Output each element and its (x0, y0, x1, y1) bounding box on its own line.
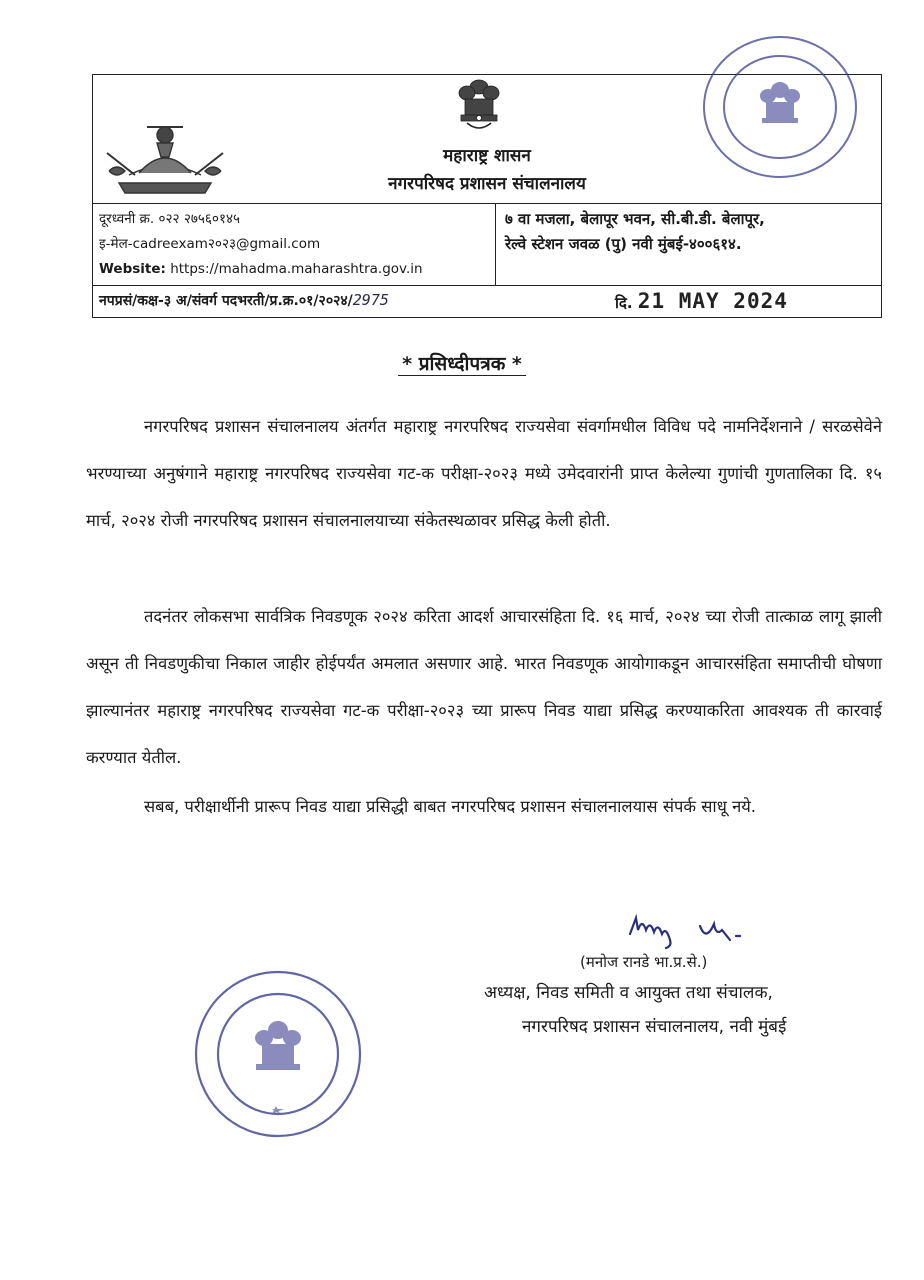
department-name: नगरपरिषद प्रशासन संचालनालय (388, 174, 586, 194)
reference-handwritten-number: 2975 (352, 291, 389, 309)
reference-row (93, 285, 881, 317)
contact-address-row (93, 203, 881, 286)
website-label: Website: (99, 261, 166, 277)
email-address: इ-मेल-cadreexam२०२३@gmail.com (99, 236, 321, 252)
reference-number (99, 291, 389, 310)
notice-title-text: * प्रसिध्दीपत्रक * (398, 353, 526, 376)
office-seal-bottom-icon (192, 968, 364, 1140)
notice-title (0, 350, 924, 376)
signatory-designation-2: नगरपरिषद प्रशासन संचालनालय, नवी मुंबई (522, 1017, 787, 1037)
contact-details (99, 207, 423, 282)
divider (495, 203, 496, 285)
address-line-2: रेल्वे स्टेशन जवळ (पु) नवी मुंबई-४००६१४. (505, 235, 742, 253)
signatory-name: (मनोज रानडे भा.प्र.से.) (580, 953, 708, 971)
phone-number: दूरध्वनी क्र. ०२२ २७५६०१४५ (99, 211, 241, 227)
notice-paragraph-1: नगरपरिषद प्रशासन संचालनालय अंतर्गत महाराष्ट्र नगरपरिषद राज्यसेवा संवर्गामधील विविध पदे नामनिर्देशनाने / सरळसेवेने भरण्याच्या अनुषंगाने महाराष्ट्र नगरपरिषद राज्यसेवा गट-क परीक्षा-२०२३ मध्ये उमेदवारांनी प्राप्त केलेल्या गुणांची गुणतालिका दि. १५ मार्च, २०२४ रोजी नगरपरिषद प्रशासन संचालनालयाच्या संकेतस्थळावर प्रसिद्ध केली होती. (86, 417, 882, 530)
address-line-1: ७ वा मजला, बेलापूर भवन, सी.बी.डी. बेलापूर, (505, 210, 765, 228)
website-url[interactable]: https://mahadma.maharashtra.gov.in (170, 261, 423, 277)
office-seal-top-icon (700, 32, 860, 182)
date-label: दि. (615, 294, 633, 312)
ashoka-emblem-icon (449, 77, 509, 135)
website (99, 257, 423, 282)
signature-icon (626, 906, 766, 952)
office-address (505, 207, 765, 257)
reference-prefix: नपप्रसं/कक्ष-३ अ/संवर्ग पदभरती/प्र.क्र.०१/२०२४/ (99, 293, 353, 309)
signatory-designation-1: अध्यक्ष, निवड समिती व आयुक्त तथा संचालक, (484, 983, 773, 1003)
notice-paragraph-2: तदनंतर लोकसभा सार्वत्रिक निवडणूक २०२४ करिता आदर्श आचारसंहिता दि. १६ मार्च, २०२४ च्या रोजी तात्काळ लागू झाली असून ती निवडणुकीचा निकाल जाहीर होईपर्यंत अमलात असणार आहे. भारत निवडणूक आयोगाकडून आचारसंहिता समाप्तीची घोषणा झाल्यानंतर महाराष्ट्र नगरपरिषद राज्यसेवा गट-क परीक्षा-२०२३ च्या प्रारूप निवड याद्या प्रसिद्ध करण्याकरिता आवश्यक ती कारवाई करण्यात येतील. (86, 607, 882, 767)
government-name: महाराष्ट्र शासन (443, 146, 531, 166)
notice-paragraph-3: सबब, परीक्षार्थीनी प्रारूप निवड याद्या प्रसिद्धी बाबत नगरपरिषद प्रशासन संचालनालयास संपर्क साधू नये. (144, 797, 757, 816)
date-stamp: 21 MAY 2024 (637, 289, 788, 313)
reference-date (615, 289, 788, 313)
